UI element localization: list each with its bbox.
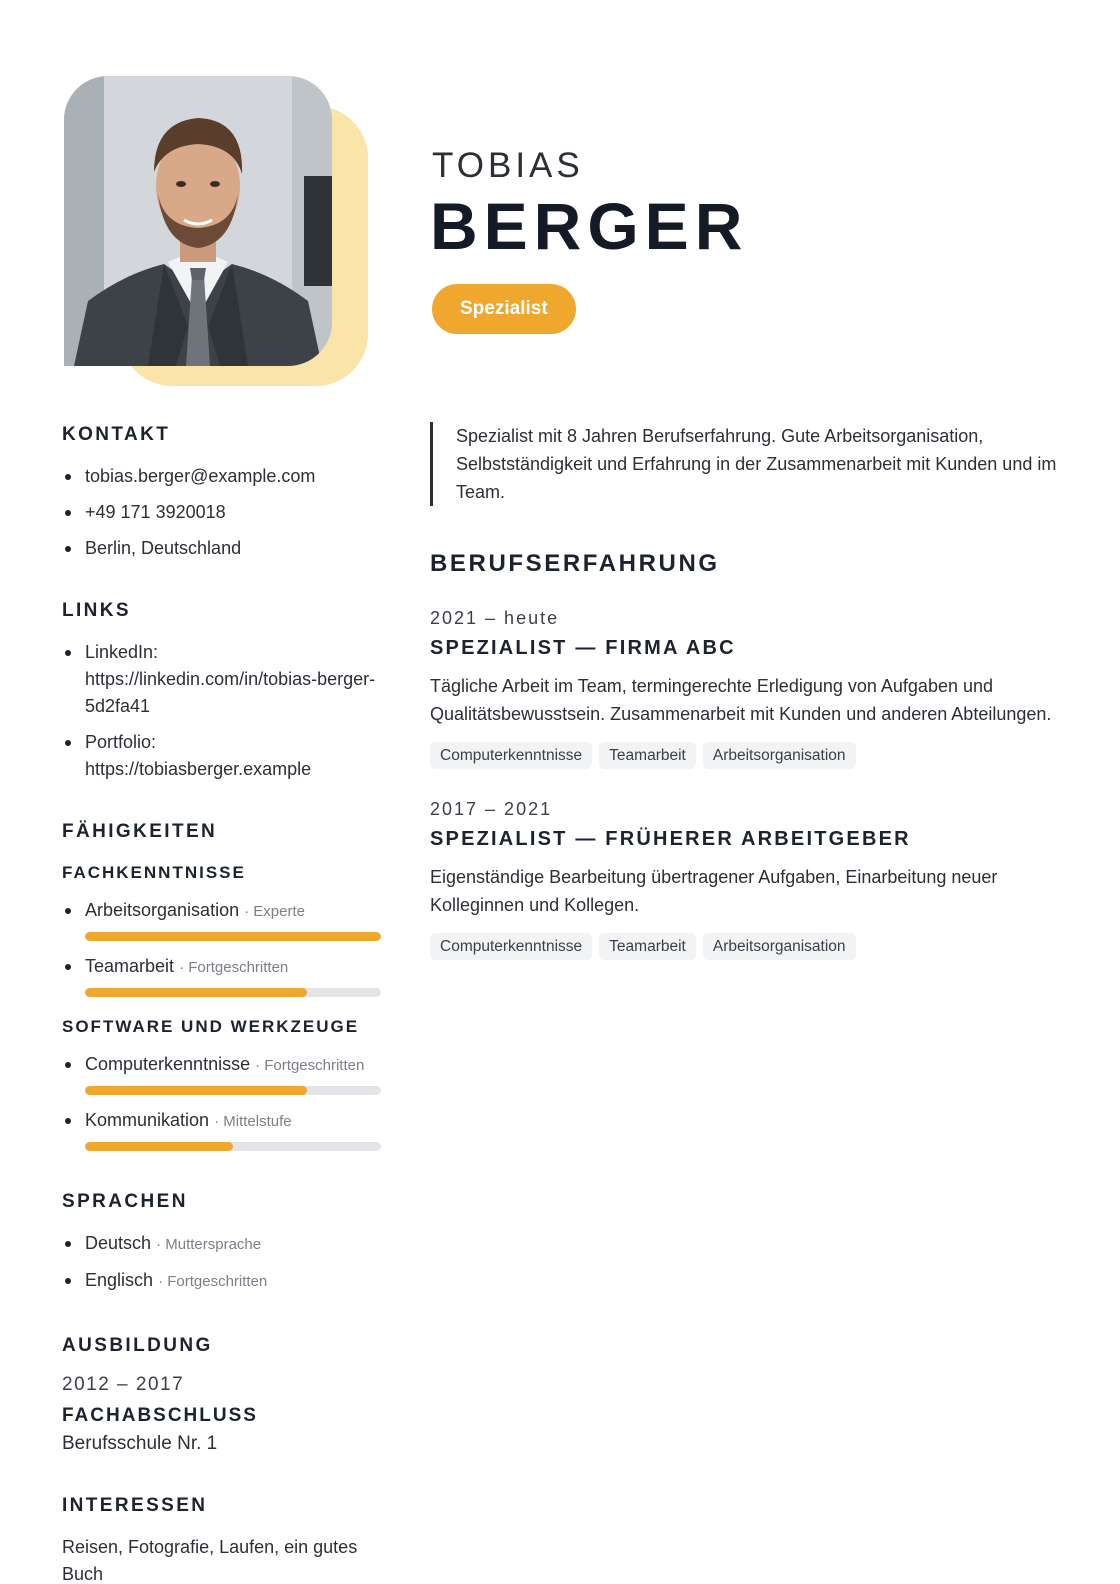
skill-name: Kommunikation: [85, 1110, 210, 1130]
interests-text: Reisen, Fotografie, Laufen, ein gutes Buch: [62, 1537, 358, 1584]
skills-section: [62, 821, 382, 1151]
link-url[interactable]: https://linkedin.com/in/tobias-berger-5d2fa41: [85, 669, 376, 716]
link-item-portfolio[interactable]: [62, 729, 382, 783]
job-description: Tägliche Arbeit im Team, termingerechte Erledigung von Aufgaben und Qualitätsbewusstsein. Zusammenarbeit mit Kunden und anderen Abteilungen.: [430, 676, 1052, 724]
skill-name: Teamarbeit: [85, 956, 175, 976]
skill-bar: [85, 1086, 381, 1095]
job-title: SPEZIALIST — FIRMA ABC: [430, 637, 736, 659]
main-column: [430, 422, 1060, 960]
language-item: [62, 1267, 382, 1295]
skill-group-title: SOFTWARE UND WERKZEUGE: [62, 1017, 360, 1036]
skill-level: · Experte: [244, 903, 305, 920]
skill-list: [62, 897, 382, 997]
link-url[interactable]: https://tobiasberger.example: [85, 759, 312, 779]
skill-tag: Arbeitsorganisation: [703, 742, 856, 769]
section-title-links: LINKS: [62, 600, 131, 621]
education-school: Berufsschule Nr. 1: [62, 1433, 218, 1454]
link-item-linkedin[interactable]: [62, 639, 382, 720]
link-label: LinkedIn:: [85, 642, 159, 662]
education-section: [62, 1335, 382, 1455]
section-title-contact: KONTAKT: [62, 424, 171, 445]
first-name: TOBIAS: [432, 146, 584, 185]
job-title: SPEZIALIST — FRÜHERER ARBEITGEBER: [430, 828, 911, 850]
job-entry: [430, 799, 1060, 960]
skill-item: [62, 1107, 382, 1151]
language-level: · Fortgeschritten: [158, 1273, 268, 1290]
contact-list: [62, 463, 382, 562]
links-section: [62, 600, 382, 783]
skill-tag: Teamarbeit: [599, 742, 696, 769]
skill-bar-fill: [85, 1142, 233, 1151]
skill-item: [62, 897, 382, 941]
links-list: [62, 639, 382, 783]
profile-photo: [64, 76, 332, 366]
profile-photo-block: [64, 76, 368, 386]
skill-bar: [85, 932, 381, 941]
link-label: Portfolio:: [85, 732, 157, 752]
skill-level: · Mittelstufe: [214, 1113, 292, 1130]
skill-name: Arbeitsorganisation: [85, 900, 240, 920]
skill-level: · Fortgeschritten: [179, 959, 289, 976]
skill-list: [62, 1051, 382, 1151]
language-list: [62, 1230, 382, 1295]
language-level: · Muttersprache: [156, 1236, 262, 1253]
skill-item: [62, 953, 382, 997]
profile-summary: Spezialist mit 8 Jahren Berufserfahrung. Gute Arbeitsorganisation, Selbstständigkeit und Erfahrung in der Zusammenarbeit mit Kunden und im Team.: [430, 422, 1060, 506]
skill-bar-fill: [85, 1086, 307, 1095]
section-title-education: AUSBILDUNG: [62, 1335, 213, 1356]
skill-tag: Computerkenntnisse: [430, 742, 592, 769]
language-item: [62, 1230, 382, 1258]
skill-tag: Computerkenntnisse: [430, 933, 592, 960]
section-title-interests: INTERESSEN: [62, 1495, 208, 1516]
skill-bar: [85, 988, 381, 997]
section-title-experience: BERUFSERFAHRUNG: [430, 550, 720, 577]
skill-level: · Fortgeschritten: [255, 1057, 365, 1074]
job-tags: [430, 933, 1060, 960]
job-description: Eigenständige Bearbeitung übertragener Aufgaben, Einarbeitung neuer Kolleginnen und Kollegen.: [430, 867, 998, 915]
role-badge: Spezialist: [432, 284, 576, 334]
contact-location: Berlin, Deutschland: [62, 535, 382, 562]
skill-bar-fill: [85, 988, 307, 997]
section-title-skills: FÄHIGKEITEN: [62, 821, 218, 842]
contact-section: [62, 424, 382, 562]
contact-phone[interactable]: +49 171 3920018: [62, 499, 382, 526]
section-title-languages: SPRACHEN: [62, 1191, 188, 1212]
language-name: Deutsch: [85, 1233, 152, 1253]
interests-section: [62, 1495, 382, 1584]
language-name: Englisch: [85, 1270, 154, 1290]
job-years: 2017 – 2021: [430, 799, 553, 819]
skill-group-title: FACHKENNTNISSE: [62, 863, 246, 882]
contact-email[interactable]: tobias.berger@example.com: [62, 463, 382, 490]
skill-bar: [85, 1142, 381, 1151]
languages-section: [62, 1191, 382, 1295]
job-entry: [430, 608, 1060, 769]
skill-item: [62, 1051, 382, 1095]
education-years: 2012 – 2017: [62, 1374, 185, 1395]
education-degree: FACHABSCHLUSS: [62, 1405, 258, 1426]
job-tags: [430, 742, 1060, 769]
sidebar-column: [62, 424, 382, 1584]
portrait-illustration: [64, 76, 332, 366]
last-name: BERGER: [430, 189, 749, 263]
skill-tag: Teamarbeit: [599, 933, 696, 960]
skill-name: Computerkenntnisse: [85, 1054, 251, 1074]
skill-bar-fill: [85, 932, 381, 941]
job-years: 2021 – heute: [430, 608, 560, 628]
skill-tag: Arbeitsorganisation: [703, 933, 856, 960]
